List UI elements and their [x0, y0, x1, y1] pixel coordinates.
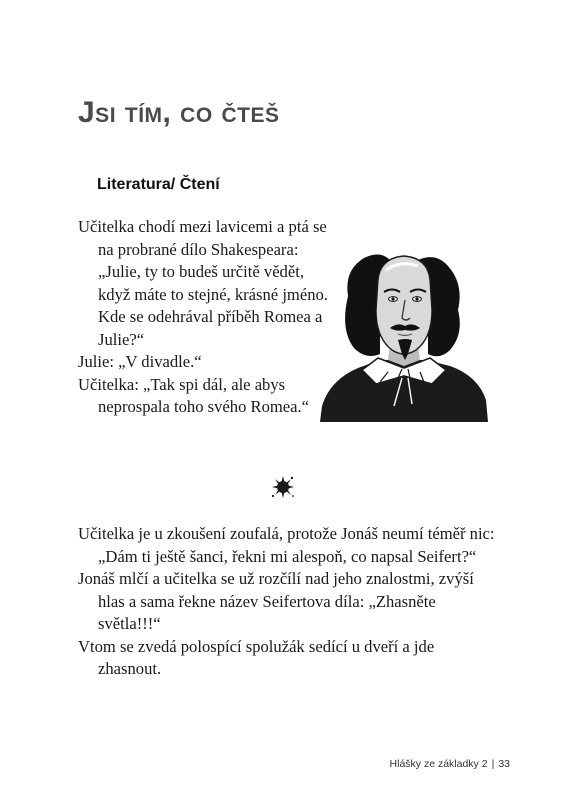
- page-number: 33: [498, 758, 510, 770]
- story-paragraph: Učitelka chodí mezi lavicemi a ptá se na probrané dílo Shakespeara: „Julie, ty to budeš určitě vědět, když máte to stejné, krásné jméno. Kde se odehrával příběh Romea a Julie?“: [78, 217, 328, 349]
- story-paragraph: Jonáš mlčí a učitelka se už rozčílí nad jeho znalostmi, zvýší hlas a sama řekne název Seifertova díla: „Zhasněte světla!!!“: [78, 569, 474, 633]
- ink-splat-icon: [270, 474, 296, 500]
- story-shakespeare: [78, 216, 338, 419]
- shakespeare-portrait-icon: [318, 240, 490, 422]
- page-footer: [390, 758, 510, 770]
- story-paragraph: Julie: „V divadle.“: [78, 352, 202, 371]
- footer-divider: |: [491, 758, 495, 770]
- story-paragraph: Učitelka je u zkoušení zoufalá, protože Jonáš neumí téměř nic: „Dám ti ještě šanci, řekni mi alespoň, co napsal Seifert?“: [78, 524, 495, 566]
- footer-book-title: Hlášky ze základky 2: [389, 758, 488, 770]
- story-paragraph: Učitelka: „Tak spi dál, ale abys neprospala toho svého Romea.“: [78, 374, 310, 416]
- story-paragraph: Vtom se zvedá polospící spolužák sedící u dveří a jde zhasnout.: [78, 636, 435, 678]
- chapter-title: Jsi tím, co čteš: [78, 96, 280, 129]
- story-seifert: [78, 523, 498, 681]
- section-heading: Literatura/ Čtení: [97, 176, 220, 193]
